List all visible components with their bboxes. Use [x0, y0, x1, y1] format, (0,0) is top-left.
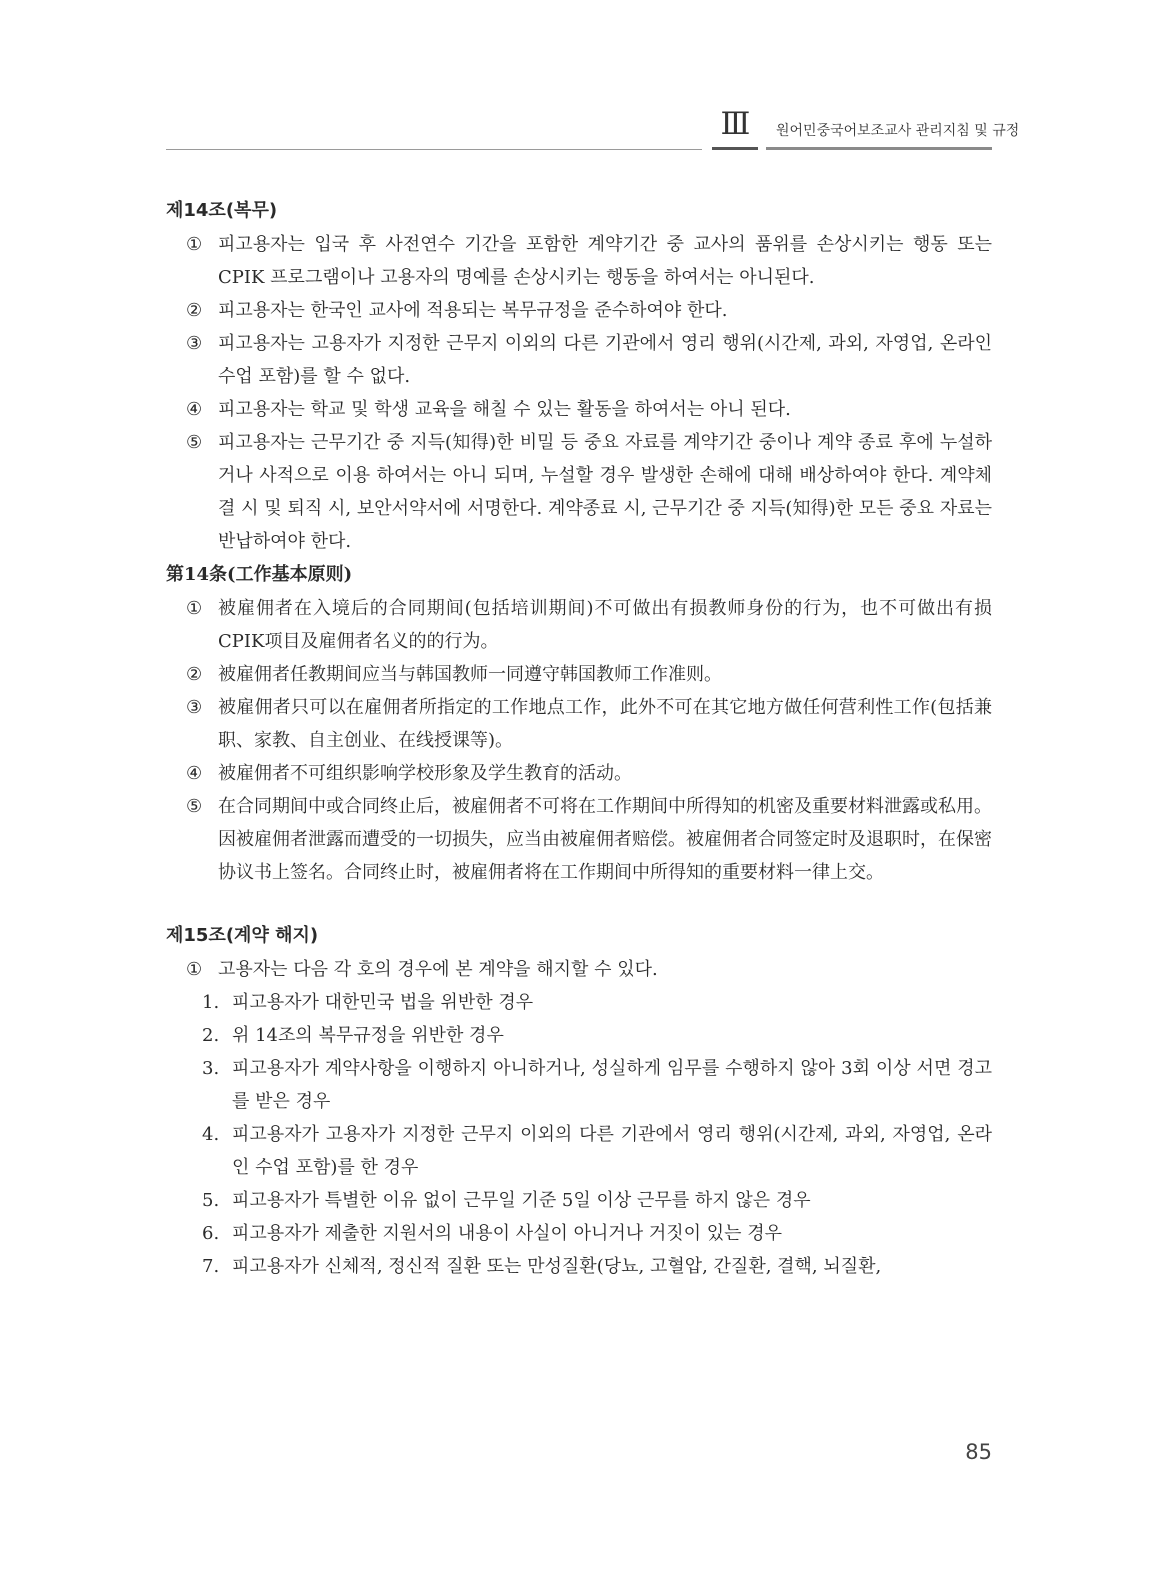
item-text: 피고용자는 학교 및 학생 교육을 해칠 수 있는 활동을 하여서는 아니 된다.	[218, 399, 791, 420]
list-item	[166, 1052, 992, 1118]
article-14-cn-list	[166, 592, 992, 889]
header-rule-right	[766, 147, 992, 150]
page-body	[166, 194, 992, 1283]
header-rule-left	[166, 149, 702, 150]
item-text: 고용자는 다음 각 호의 경우에 본 계약을 해지할 수 있다.	[218, 959, 658, 980]
list-item	[166, 1019, 992, 1052]
item-marker: 6.	[202, 1223, 220, 1244]
item-text: 피고용자는 근무기간 중 지득(知得)한 비밀 등 중요 자료를 계약기간 중이나 계약 종료 후에 누설하거나 사적으로 이용 하여서는 아니 되며, 누설할 경우 발생한 손해에 대해 배상하여야 한다. 계약체결 시 및 퇴직 시, 보안서약서에 서명한다. 계약종료 시, 근무기간 중 지득(知得)한 모든 중요 자료는 반납하여야 한다.	[218, 432, 992, 552]
list-item	[166, 426, 992, 558]
item-text: 피고용자는 입국 후 사전연수 기간을 포함한 계약기간 중 교사의 품위를 손상시키는 행동 또는 CPIK 프로그램이나 고용자의 명예를 손상시키는 행동을 하여서는 아니된다.	[218, 234, 992, 288]
list-item	[166, 790, 992, 889]
page-number: 85	[965, 1440, 992, 1464]
item-marker: ⑤	[186, 796, 203, 817]
item-marker: ③	[186, 697, 203, 718]
list-item	[166, 1118, 992, 1184]
article-14-cn-title: 第14条(工作基本原则)	[166, 564, 353, 585]
item-text: 위 14조의 복무규정을 위반한 경우	[232, 1025, 504, 1046]
list-item	[166, 658, 992, 691]
list-item	[166, 1184, 992, 1217]
article-15-ko-list	[166, 986, 992, 1283]
item-marker: ①	[186, 959, 203, 980]
list-item	[166, 327, 992, 393]
item-marker: ②	[186, 300, 203, 321]
list-item	[166, 691, 992, 757]
item-text: 被雇佣者只可以在雇佣者所指定的工作地点工作，此外不可在其它地方做任何营利性工作(包括兼职、家教、自主创业、在线授课等)。	[218, 697, 992, 751]
list-item	[166, 1250, 992, 1283]
item-marker: ①	[186, 234, 203, 255]
item-text: 被雇佣者不可组织影响学校形象及学生教育的活动。	[218, 763, 632, 784]
item-marker: 5.	[202, 1190, 220, 1211]
article-15-intro	[166, 953, 992, 986]
chapter-numeral: Ⅲ	[712, 104, 758, 150]
article-14-ko-title: 제14조(복무)	[166, 200, 278, 221]
item-marker: 1.	[202, 992, 220, 1013]
item-marker: ④	[186, 399, 203, 420]
item-marker: 3.	[202, 1058, 220, 1079]
item-marker: ④	[186, 763, 203, 784]
article-14-ko-list	[166, 228, 992, 558]
item-marker: 7.	[202, 1256, 220, 1277]
item-marker: 4.	[202, 1124, 220, 1145]
list-item	[166, 228, 992, 294]
list-item	[166, 757, 992, 790]
item-text: 피고용자는 고용자가 지정한 근무지 이외의 다른 기관에서 영리 행위(시간제, 과외, 자영업, 온라인 수업 포함)를 할 수 없다.	[218, 333, 992, 387]
item-text: 피고용자가 제출한 지원서의 내용이 사실이 아니거나 거짓이 있는 경우	[232, 1223, 783, 1244]
list-item	[166, 294, 992, 327]
item-text: 在合同期间中或合同终止后，被雇佣者不可将在工作期间中所得知的机密及重要材料泄露或私用。因被雇佣者泄露而遭受的一切损失，应当由被雇佣者赔偿。被雇佣者合同签定时及退职时，在保密协议书上签名。合同终止时，被雇佣者将在工作期间中所得知的重要材料一律上交。	[218, 796, 992, 883]
item-text: 被雇佣者任教期间应当与韩国教师一同遵守韩国教师工作准则。	[218, 664, 722, 685]
section-gap	[166, 889, 992, 919]
item-marker: 2.	[202, 1025, 220, 1046]
item-text: 피고용자가 고용자가 지정한 근무지 이외의 다른 기관에서 영리 행위(시간제, 과외, 자영업, 온라인 수업 포함)를 한 경우	[232, 1124, 992, 1178]
item-marker: ②	[186, 664, 203, 685]
list-item	[166, 986, 992, 1019]
item-marker: ③	[186, 333, 203, 354]
item-marker: ⑤	[186, 432, 203, 453]
list-item	[166, 592, 992, 658]
running-title: 원어민중국어보조교사 관리지침 및 규정	[776, 123, 1020, 139]
item-text: 피고용자가 신체적, 정신적 질환 또는 만성질환(당뇨, 고혈압, 간질환, 결핵, 뇌질환,	[232, 1256, 882, 1277]
item-text: 피고용자가 특별한 이유 없이 근무일 기준 5일 이상 근무를 하지 않은 경우	[232, 1190, 811, 1211]
item-text: 被雇佣者在入境后的合同期间(包括培训期间)不可做出有损教师身份的行为，也不可做出有损CPIK项目及雇佣者名义的的行为。	[218, 598, 992, 652]
item-text: 피고용자는 한국인 교사에 적용되는 복무규정을 준수하여야 한다.	[218, 300, 728, 321]
item-text: 피고용자가 대한민국 법을 위반한 경우	[232, 992, 534, 1013]
item-marker: ①	[186, 598, 203, 619]
article-15-ko-title: 제15조(계약 해지)	[166, 925, 319, 946]
list-item	[166, 393, 992, 426]
list-item	[166, 1217, 992, 1250]
item-text: 피고용자가 계약사항을 이행하지 아니하거나, 성실하게 임무를 수행하지 않아 3회 이상 서면 경고를 받은 경우	[232, 1058, 992, 1112]
